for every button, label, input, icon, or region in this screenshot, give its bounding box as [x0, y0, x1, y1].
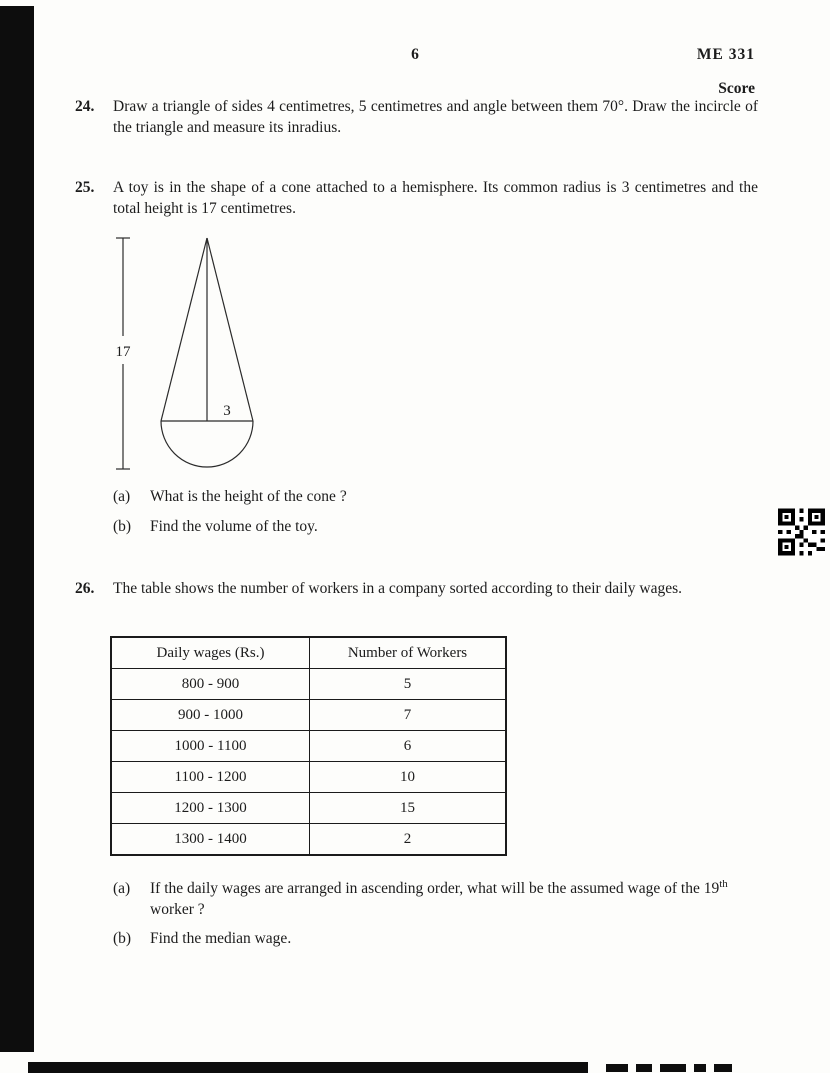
- cone-hemisphere-figure: [105, 230, 275, 480]
- table-row: [111, 793, 506, 824]
- question-26: [75, 578, 758, 599]
- worker-count: 6: [310, 731, 507, 762]
- wage-range: 900 - 1000: [111, 700, 310, 731]
- question-26-text: The table shows the number of workers in a company sorted according to their daily wages.: [113, 580, 683, 597]
- table-row: [111, 762, 506, 793]
- question-25b-text: Find the volume of the toy.: [150, 518, 318, 535]
- scan-artifact-dash: [606, 1064, 628, 1072]
- cone-right-edge: [207, 238, 253, 421]
- worker-count: 15: [310, 793, 507, 824]
- wages-table: [110, 636, 507, 856]
- question-25a-text: What is the height of the cone ?: [150, 488, 347, 505]
- worker-count: 10: [310, 762, 507, 793]
- worker-count: 7: [310, 700, 507, 731]
- question-26a-text: [150, 878, 758, 920]
- question-26-number: 26.: [75, 580, 95, 597]
- paper-code: ME 331: [696, 46, 755, 63]
- question-26b: [113, 928, 758, 949]
- scan-artifact-dash: [636, 1064, 652, 1072]
- table-header-row: [111, 637, 506, 669]
- question-26a-label: (a): [113, 880, 131, 897]
- question-26b-label: (b): [113, 930, 132, 947]
- wage-range: 800 - 900: [111, 669, 310, 700]
- question-26a-text-start: If the daily wages are arranged in ascending order, what will be the assumed wage of the 19: [150, 880, 720, 897]
- question-24: [75, 96, 758, 138]
- table-row: [111, 824, 506, 856]
- question-24-text: Draw a triangle of sides 4 centimetres, 5 centimetres and angle between them 70°. Draw the incircle of the triangle and measure its inradius.: [113, 98, 758, 136]
- question-26a: [113, 878, 758, 920]
- question-25a-label: (a): [113, 488, 131, 505]
- question-25a: [113, 486, 758, 507]
- question-25: [75, 177, 758, 219]
- wage-range: 1200 - 1300: [111, 793, 310, 824]
- page-number: 6: [411, 46, 419, 63]
- worker-count: 5: [310, 669, 507, 700]
- wage-range: 1100 - 1200: [111, 762, 310, 793]
- table-row: [111, 731, 506, 762]
- question-25b: [113, 516, 758, 537]
- header-daily-wages: Daily wages (Rs.): [111, 637, 310, 669]
- scan-artifact-dash: [694, 1064, 706, 1072]
- wage-range: 1300 - 1400: [111, 824, 310, 856]
- question-25b-label: (b): [113, 518, 132, 535]
- header-number-of-workers: Number of Workers: [310, 637, 507, 669]
- scan-artifact-dash: [714, 1064, 732, 1072]
- cone-left-edge: [161, 238, 207, 421]
- worker-count: 2: [310, 824, 507, 856]
- table-row: [111, 700, 506, 731]
- ordinal-suffix: th: [719, 877, 728, 890]
- question-26a-text-end: worker ?: [150, 901, 205, 918]
- question-24-number: 24.: [75, 98, 95, 115]
- question-25-text: A toy is in the shape of a cone attached to a hemisphere. Its common radius is 3 centimetres and the total height is 17 centimetres.: [113, 179, 758, 217]
- qr-code: [778, 507, 825, 557]
- radius-label: 3: [223, 403, 231, 419]
- height-label: 17: [115, 344, 131, 360]
- question-26b-text: Find the median wage.: [150, 930, 292, 947]
- scan-artifact-dash: [660, 1064, 686, 1072]
- question-25-number: 25.: [75, 179, 95, 196]
- scan-artifact-bottom-bar: [28, 1062, 588, 1073]
- score-label: Score: [718, 80, 755, 97]
- wage-range: 1000 - 1100: [111, 731, 310, 762]
- table-row: [111, 669, 506, 700]
- hemisphere-arc: [161, 421, 253, 467]
- scan-artifact-left-bar: [0, 6, 34, 1052]
